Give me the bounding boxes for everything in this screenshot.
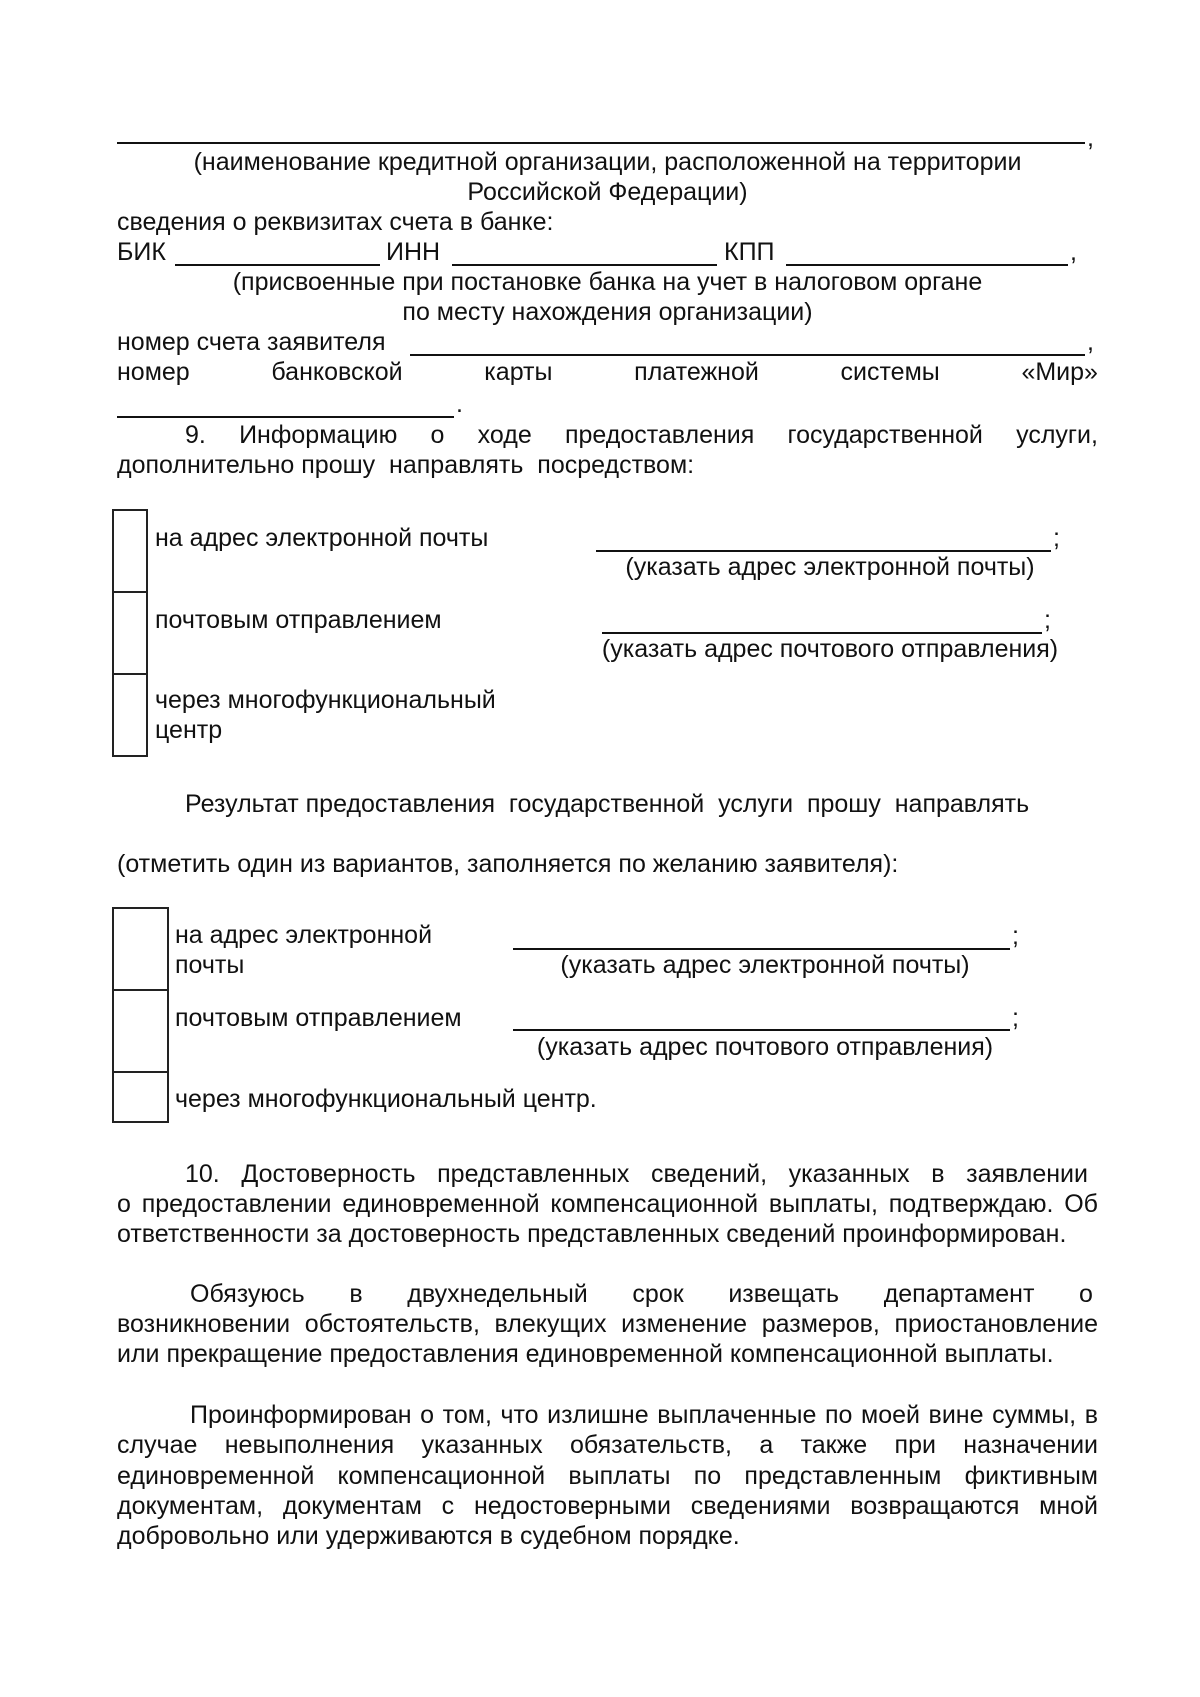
info-mfc-label-1: через многофункциональный — [155, 686, 496, 714]
section10-p1-line1 — [185, 1159, 1088, 1189]
result-post-label: почтовым отправлением — [175, 1004, 462, 1032]
registration-caption-line-2: по месту нахождения организации) — [402, 298, 813, 326]
s10-word: двухнедельный — [407, 1280, 588, 1308]
account-details-label: сведения о реквизитах счета в банке: — [117, 208, 554, 236]
result-email-label-1: на адрес электронной — [175, 921, 433, 949]
account-number-field[interactable] — [410, 354, 1085, 356]
s10-word: 10. — [185, 1160, 220, 1188]
section10-p1-rest: о предоставлении единовременной компенсационной выплаты, подтверждаю. Об ответственности за достоверность представленных сведений проинформирован. — [117, 1190, 1098, 1249]
s10-word: извещать — [728, 1280, 840, 1308]
s9-word: Информацию — [239, 421, 398, 449]
account-number-comma: , — [1087, 328, 1094, 356]
s10-word: в — [931, 1160, 945, 1188]
org-caption-line-2: Российской Федерации) — [467, 178, 748, 206]
s9-word: о — [430, 421, 445, 449]
info-post-caption: (указать адрес почтового отправления) — [601, 635, 1059, 663]
s9-word: 9. — [185, 421, 206, 449]
section10-p2-line1 — [190, 1279, 1093, 1309]
result-post-checkbox[interactable] — [112, 989, 169, 1073]
s9-word: предоставления — [564, 421, 755, 449]
card-number-line — [117, 357, 1098, 387]
info-email-label: на адрес электронной почты — [155, 524, 489, 552]
bank-name-line[interactable] — [117, 142, 1085, 144]
inn-field[interactable] — [452, 264, 717, 266]
result-email-semicolon: ; — [1012, 922, 1019, 950]
account-number-label: номер счета заявителя — [117, 328, 386, 356]
section10-p3: Проинформирован о том, что излишне выплаченные по моей вине суммы, в случае невыполнения указанных обязательств, а также при назначении единовременной компенсационной выплаты по представленным фиктивным документам, документам с недостоверными сведениями возвращаются мной добровольно или удерживаются в судебном порядке. — [117, 1401, 1098, 1551]
result-email-checkbox[interactable] — [112, 907, 169, 991]
s9-word: услуги, — [1016, 421, 1098, 449]
section9-line2: дополнительно прошу направлять посредством: — [117, 451, 695, 479]
result-post-semicolon: ; — [1012, 1004, 1019, 1032]
card-number-period: . — [456, 390, 463, 418]
s9-word: ходе — [477, 421, 532, 449]
section10-p2-rest: возникновении обстоятельств, влекущих изменение размеров, приостановление или прекращение предоставления единовременной компенсационной выплаты. — [117, 1310, 1098, 1369]
card-number-field[interactable] — [117, 416, 454, 418]
section9-line1 — [185, 420, 1098, 450]
bik-field[interactable] — [175, 264, 380, 266]
card-word: системы — [840, 358, 940, 386]
card-word: карты — [484, 358, 553, 386]
result-line: Результат предоставления государственной услуги прошу направлять — [185, 790, 1030, 818]
s10-word: департамент — [883, 1280, 1035, 1308]
s10-word: Достоверность — [241, 1160, 416, 1188]
s10-word: в — [349, 1280, 363, 1308]
result-post-field[interactable] — [513, 1029, 1010, 1031]
s10-word: срок — [632, 1280, 684, 1308]
info-email-caption: (указать адрес электронной почты) — [625, 553, 1035, 581]
bik-label: БИК — [117, 238, 166, 266]
kpp-field[interactable] — [786, 264, 1068, 266]
result-post-caption: (указать адрес почтового отправления) — [536, 1033, 994, 1061]
result-email-label-2: почты — [175, 951, 245, 979]
s10-word: указанных — [788, 1160, 910, 1188]
card-word: банковской — [271, 358, 403, 386]
inn-label: ИНН — [386, 238, 441, 266]
s9-word: государственной — [787, 421, 983, 449]
card-word: номер — [117, 358, 190, 386]
info-post-semicolon: ; — [1044, 606, 1051, 634]
info-mfc-label-2: центр — [155, 716, 223, 744]
result-mfc-checkbox[interactable] — [112, 1071, 169, 1123]
card-word: платежной — [634, 358, 759, 386]
s10-word: Обязуюсь — [190, 1280, 305, 1308]
info-email-semicolon: ; — [1053, 524, 1060, 552]
registration-caption-line-1: (присвоенные при постановке банка на учет в налоговом органе — [232, 268, 983, 296]
s10-word: представленных — [437, 1160, 630, 1188]
kpp-label: КПП — [724, 238, 775, 266]
kpp-comma: , — [1070, 238, 1077, 266]
result-note: (отметить один из вариантов, заполняется по желанию заявителя): — [117, 850, 899, 878]
info-email-checkbox[interactable] — [112, 509, 148, 593]
s10-word: заявлении — [966, 1160, 1088, 1188]
s10-word: сведений, — [650, 1160, 768, 1188]
result-email-caption: (указать адрес электронной почты) — [560, 951, 970, 979]
result-mfc-label: через многофункциональный центр. — [175, 1085, 597, 1113]
info-mfc-checkbox[interactable] — [112, 673, 148, 757]
card-word: «Мир» — [1021, 358, 1098, 386]
org-caption-line-1: (наименование кредитной организации, расположенной на территории — [193, 148, 1022, 176]
bank-name-comma: , — [1087, 124, 1094, 152]
s10-word: о — [1079, 1280, 1093, 1308]
info-post-label: почтовым отправлением — [155, 606, 442, 634]
info-post-checkbox[interactable] — [112, 591, 148, 675]
